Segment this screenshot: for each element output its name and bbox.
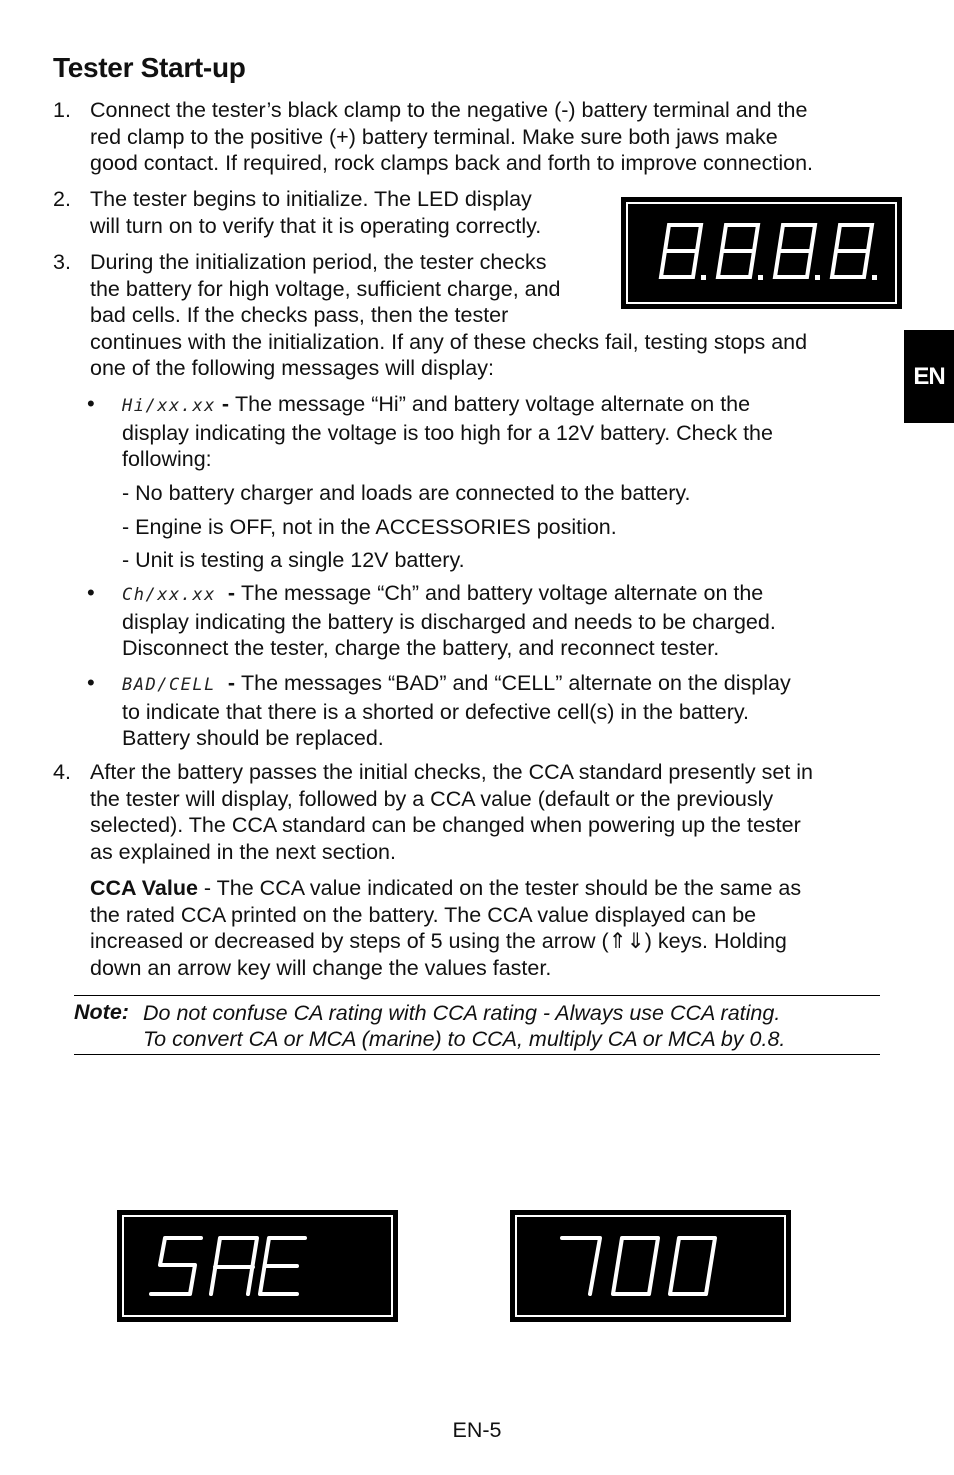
step-4-line: selected). The CCA standard can be changed when powering up the tester <box>90 813 801 837</box>
led-display-value <box>510 1210 791 1322</box>
bullet-separator: - <box>215 671 241 695</box>
cca-line: down an arrow key will change the values faster. <box>90 955 552 980</box>
dash-item: - Engine is OFF, not in the ACCESSORIES position. <box>122 515 617 539</box>
page-title: Tester Start-up <box>53 52 246 83</box>
step-4-line: the tester will display, followed by a CCA value (default or the previously <box>90 786 774 811</box>
bullet-dot: • <box>87 670 95 695</box>
note-box <box>74 995 880 1055</box>
led-display-init <box>621 197 902 309</box>
bullet-3-line: to indicate that there is a shorted or defective cell(s) in the battery. <box>122 699 750 724</box>
step-2-line: The tester begins to initialize. The LED display <box>90 187 532 211</box>
bullet-dot: • <box>87 391 95 416</box>
page-number: EN-5 <box>452 1418 502 1442</box>
step-4-line: as explained in the next section. <box>90 839 396 864</box>
step-3-line: one of the following messages will display: <box>90 356 494 380</box>
led-letter-a <box>211 1238 257 1294</box>
dash-item-text: No battery charger and loads are connected to the battery. <box>135 481 691 505</box>
led-text-sae <box>117 1210 398 1322</box>
step-4-text <box>90 759 813 865</box>
step-2-line: will turn on to verify that it is operating correctly. <box>90 213 542 238</box>
led-letter-e <box>260 1238 305 1294</box>
bullet-3-line: The messages “BAD” and “CELL” alternate on the display <box>240 671 791 695</box>
language-tab: EN <box>904 330 954 423</box>
led-digit-0 <box>670 1238 715 1294</box>
step-1-line: Connect the tester’s black clamp to the negative (-) battery terminal and the <box>90 98 808 122</box>
led-text-700 <box>510 1210 791 1322</box>
step-3-line: the battery for high voltage, sufficient charge, and <box>90 276 561 301</box>
led-digit-8 <box>661 225 706 280</box>
led-display-standard <box>117 1210 398 1322</box>
note-label: Note: <box>74 1000 129 1024</box>
step-4-number: 4. <box>53 760 71 784</box>
led-digit-8 <box>832 225 877 280</box>
step-3-line: During the initialization period, the tester checks <box>90 250 547 274</box>
note-line: To convert CA or MCA (marine) to CCA, multiply CA or MCA by 0.8. <box>143 1027 786 1051</box>
bullet-2-line: The message “Ch” and battery voltage alternate on the <box>240 581 764 605</box>
step-3-number: 3. <box>53 250 71 274</box>
bullet-2 <box>122 580 776 662</box>
led-digit-8 <box>718 225 763 280</box>
step-1-line: red clamp to the positive (+) battery terminal. Make sure both jaws make <box>90 124 778 149</box>
cca-line: increased or decreased by steps of 5 using the arrow (⇑⇓) keys. Holding <box>90 929 787 953</box>
dash-item-text: Unit is testing a single 12V battery. <box>135 548 465 572</box>
bullet-1-line: The message “Hi” and battery voltage alternate on the <box>235 392 751 416</box>
display-code: Hi/xx.xx <box>122 396 216 416</box>
led-digits-init <box>621 197 902 309</box>
bullet-dot: • <box>87 580 95 605</box>
bullet-1 <box>122 391 773 473</box>
note-text <box>143 1000 785 1052</box>
led-letter-s <box>151 1238 201 1294</box>
led-digit-8 <box>775 225 820 280</box>
step-1-text <box>90 97 813 177</box>
step-3-line: continues with the initialization. If any of these checks fail, testing stops and <box>90 329 808 354</box>
step-1-line: good contact. If required, rock clamps back and forth to improve connection. <box>90 151 814 175</box>
bullet-separator: - <box>215 392 235 416</box>
step-4-line: After the battery passes the initial checks, the CCA standard presently set in <box>90 760 814 784</box>
led-digit-7 <box>562 1238 600 1294</box>
cca-value-label: CCA Value <box>90 876 198 900</box>
step-2-number: 2. <box>53 187 71 211</box>
dash-item: - Unit is testing a single 12V battery. <box>122 548 465 572</box>
bullet-2-line: Disconnect the tester, charge the battery, and reconnect tester. <box>122 636 720 660</box>
cca-value-paragraph <box>90 875 801 981</box>
led-digit-0 <box>613 1238 658 1294</box>
step-1-number: 1. <box>53 98 71 122</box>
step-3-line: bad cells. If the checks pass, then the tester <box>90 303 509 327</box>
note-line: Do not confuse CA rating with CCA rating - Always use CCA rating. <box>143 1001 781 1025</box>
bullet-separator: - <box>215 581 241 605</box>
bullet-1-line: display indicating the voltage is too high for a 12V battery. Check the <box>122 420 773 445</box>
bullet-3 <box>122 670 791 752</box>
display-code: Ch/xx.xx <box>122 585 216 605</box>
cca-line: the rated CCA printed on the battery. The CCA value displayed can be <box>90 902 757 927</box>
display-code: BAD/CELL <box>122 675 216 695</box>
bullet-3-line: Battery should be replaced. <box>122 726 384 750</box>
bullet-1-line: following: <box>122 447 212 471</box>
step-2-text <box>90 186 541 239</box>
dash-item: - No battery charger and loads are connected to the battery. <box>122 481 691 505</box>
dash-item-text: Engine is OFF, not in the ACCESSORIES position. <box>135 515 617 539</box>
cca-line: - The CCA value indicated on the tester should be the same as <box>197 876 802 900</box>
bullet-2-line: display indicating the battery is discharged and needs to be charged. <box>122 609 776 634</box>
